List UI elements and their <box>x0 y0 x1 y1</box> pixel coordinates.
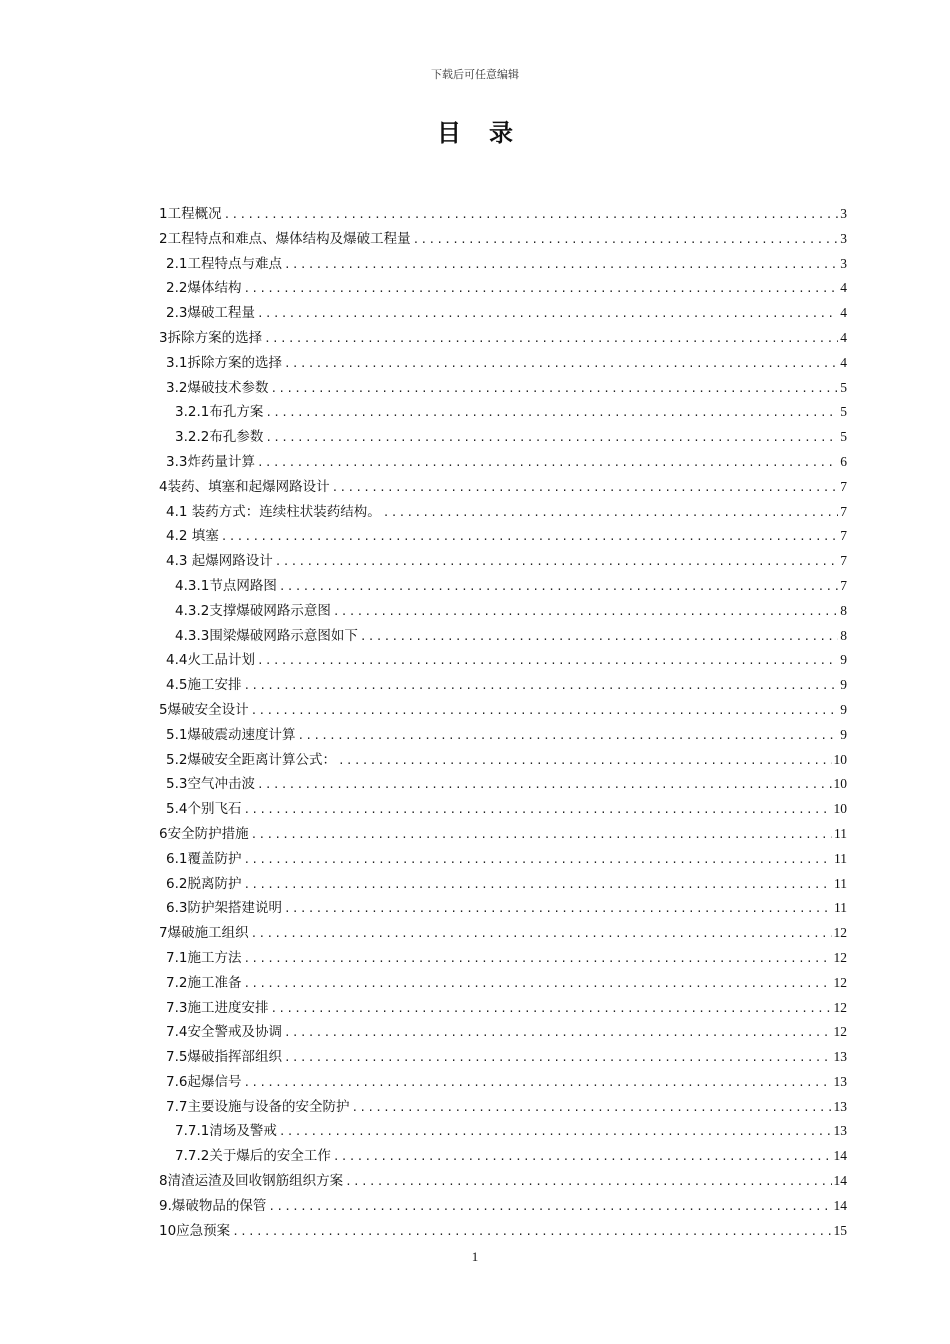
toc-entry[interactable] <box>159 1119 847 1144</box>
toc-entry-title: 7.3施工进度安排 <box>166 999 269 1016</box>
toc-entry[interactable] <box>159 698 847 723</box>
toc-entry-title: 9.爆破物品的保管 <box>159 1197 267 1214</box>
toc-entry-title: 8清渣运渣及回收钢筋组织方案 <box>159 1173 344 1190</box>
toc-entry-title: 4.3 起爆网路设计 <box>166 553 273 570</box>
toc-entry-title: 4.2 填塞 <box>166 528 219 545</box>
toc-entry-title: 6.2脱离防护 <box>166 875 242 892</box>
toc-entry[interactable] <box>159 996 847 1021</box>
page-number: 1 <box>471 1249 479 1264</box>
toc-leader-dots <box>275 550 838 574</box>
toc-entry-title: 7.6起爆信号 <box>166 1073 242 1090</box>
toc-leader-dots <box>284 1021 832 1045</box>
toc-entry[interactable] <box>159 673 847 698</box>
toc-entry-title: 4.5施工安排 <box>166 677 242 694</box>
toc-entry-page: 11 <box>834 825 847 841</box>
toc-entry-page: 9 <box>840 677 847 693</box>
toc-leader-dots <box>232 1220 831 1244</box>
toc-entry[interactable] <box>159 847 847 872</box>
toc-entry-title: 7.7.2关于爆后的安全工作 <box>175 1148 331 1165</box>
toc-entry-page: 13 <box>833 1098 847 1114</box>
toc-entry-page: 9 <box>840 726 847 742</box>
toc-leader-dots <box>221 525 838 549</box>
toc-entry-page: 3 <box>840 206 847 221</box>
toc-entry[interactable] <box>159 797 847 822</box>
toc-entry[interactable] <box>159 772 847 797</box>
toc-entry-page: 10 <box>833 751 847 767</box>
toc-entry-title: 5爆破安全设计 <box>159 701 249 718</box>
toc-leader-dots <box>279 1120 832 1144</box>
toc-entry-title: 4.3.3围梁爆破网路示意图如下 <box>175 627 358 644</box>
toc-entry-page: 3 <box>840 230 847 246</box>
toc-entry[interactable] <box>159 450 847 475</box>
toc-entry-title: 3.2.1布孔方案 <box>175 404 264 421</box>
toc-entry[interactable] <box>159 599 847 624</box>
toc-entry-page: 9 <box>840 652 847 668</box>
toc-entry-title: 6.1覆盖防护 <box>166 850 242 867</box>
toc-leader-dots <box>243 1071 831 1095</box>
toc-entry-title: 7.7.1清场及警戒 <box>175 1123 277 1140</box>
toc-leader-dots <box>243 972 831 996</box>
toc-entry-title: 2.2爆体结构 <box>166 280 242 297</box>
toc-leader-dots <box>270 377 838 401</box>
toc-entry-page: 5 <box>840 379 847 395</box>
toc-entry[interactable] <box>159 202 847 227</box>
toc-entry[interactable] <box>159 549 847 574</box>
toc-entry[interactable] <box>159 425 847 450</box>
toc-entry-title: 1工程概况 <box>159 206 222 222</box>
toc-entry-page: 7 <box>840 503 847 519</box>
toc-entry-title: 3.1拆除方案的选择 <box>166 354 282 371</box>
toc-entry-title: 4.1 装药方式：连续柱状装药结构。 <box>166 503 381 520</box>
toc-entry-title: 2.1工程特点与难点 <box>166 255 282 272</box>
toc-leader-dots <box>338 749 832 773</box>
toc-entry-title: 2.3爆破工程量 <box>166 305 255 322</box>
toc-entry-page: 8 <box>840 602 847 618</box>
toc-entry[interactable] <box>159 1144 847 1169</box>
toc-entry-page: 12 <box>833 999 847 1015</box>
toc-entry[interactable] <box>159 400 847 425</box>
toc-entry[interactable] <box>159 524 847 549</box>
toc-entry-title: 7.4安全警戒及协调 <box>166 1024 282 1041</box>
toc-leader-dots <box>251 823 832 847</box>
toc-entry-title: 4.3.1节点网路图 <box>175 577 277 594</box>
toc-leader-dots <box>251 922 832 946</box>
toc-entry-page: 12 <box>833 1024 847 1040</box>
toc-entry-page: 5 <box>840 429 847 445</box>
toc-leader-dots <box>224 203 839 227</box>
toc-entry-title: 3拆除方案的选择 <box>159 329 263 346</box>
toc-leader-dots <box>265 426 838 450</box>
toc-entry[interactable] <box>159 822 847 847</box>
toc-entry[interactable] <box>159 252 847 277</box>
toc-entry[interactable] <box>159 896 847 921</box>
toc-leader-dots <box>268 1195 831 1219</box>
toc-entry[interactable] <box>159 971 847 996</box>
page-title: 目录 <box>437 119 541 147</box>
toc-entry[interactable] <box>159 1194 847 1219</box>
toc-leader-dots <box>284 352 838 376</box>
toc-entry[interactable] <box>159 574 847 599</box>
toc-entry-page: 3 <box>840 255 847 271</box>
toc-leader-dots <box>351 1096 831 1120</box>
toc-entry-title: 7爆破施工组织 <box>159 925 249 942</box>
toc-entry[interactable] <box>159 648 847 673</box>
toc-entry-title: 4.3.2支撑爆破网路示意图 <box>175 602 331 619</box>
toc-entry-page: 7 <box>840 478 847 494</box>
toc-entry-title: 10应急预案 <box>159 1222 231 1239</box>
toc-entry[interactable] <box>159 500 847 525</box>
toc-entry[interactable] <box>159 748 847 773</box>
toc-entry-title: 7.1施工方法 <box>166 949 242 966</box>
toc-entry-page: 11 <box>834 850 847 866</box>
toc-leader-dots <box>243 873 832 897</box>
toc-leader-dots <box>383 501 838 525</box>
toc-entry-page: 11 <box>834 875 847 891</box>
toc-entry-page: 6 <box>840 453 847 469</box>
toc-entry-title: 7.7主要设施与设备的安全防护 <box>166 1098 350 1115</box>
toc-entry[interactable] <box>159 301 847 326</box>
toc-entry-page: 10 <box>833 801 847 817</box>
toc-entry[interactable] <box>159 276 847 301</box>
toc-leader-dots <box>333 600 838 624</box>
toc-leader-dots <box>243 848 832 872</box>
table-of-contents <box>159 202 847 1243</box>
toc-entry[interactable] <box>159 1219 847 1244</box>
toc-leader-dots <box>360 625 838 649</box>
toc-entry-page: 4 <box>840 354 847 370</box>
toc-entry-title: 3.2.2布孔参数 <box>175 429 264 446</box>
toc-leader-dots <box>257 773 832 797</box>
toc-entry-page: 12 <box>833 974 847 990</box>
toc-entry-page: 13 <box>833 1123 847 1139</box>
toc-entry[interactable] <box>159 1020 847 1045</box>
toc-entry-page: 7 <box>840 528 847 544</box>
toc-leader-dots <box>243 277 838 301</box>
toc-leader-dots <box>257 302 838 326</box>
toc-entry-page: 7 <box>840 577 847 593</box>
toc-entry[interactable] <box>159 624 847 649</box>
toc-entry-page: 14 <box>833 1197 847 1213</box>
toc-entry-title: 2工程特点和难点、爆体结构及爆破工程量 <box>159 230 411 247</box>
toc-entry-page: 14 <box>833 1173 847 1189</box>
toc-entry-page: 7 <box>840 553 847 569</box>
toc-entry[interactable] <box>159 475 847 500</box>
toc-entry[interactable] <box>159 351 847 376</box>
toc-entry-page: 12 <box>833 949 847 965</box>
toc-entry-title: 7.2施工准备 <box>166 974 242 991</box>
toc-leader-dots <box>251 699 839 723</box>
toc-entry-page: 15 <box>833 1222 847 1238</box>
toc-leader-dots <box>413 228 839 252</box>
toc-entry[interactable] <box>159 1045 847 1070</box>
toc-leader-dots <box>243 674 838 698</box>
toc-leader-dots <box>257 451 838 475</box>
toc-entry-page: 5 <box>840 404 847 420</box>
toc-entry-page: 13 <box>833 1073 847 1089</box>
toc-leader-dots <box>332 476 839 500</box>
toc-entry-title: 6.3防护架搭建说明 <box>166 900 282 917</box>
toc-leader-dots <box>270 997 831 1021</box>
toc-entry[interactable] <box>159 376 847 401</box>
toc-entry[interactable] <box>159 723 847 748</box>
toc-entry-title: 5.2爆破安全距离计算公式： <box>166 751 336 768</box>
toc-leader-dots <box>284 1046 832 1070</box>
toc-entry-title: 3.2爆破技术参数 <box>166 379 269 396</box>
toc-entry-page: 13 <box>833 1049 847 1065</box>
toc-entry[interactable] <box>159 1169 847 1194</box>
toc-entry[interactable] <box>159 946 847 971</box>
toc-entry-page: 4 <box>840 305 847 321</box>
toc-entry-page: 4 <box>840 329 847 345</box>
toc-leader-dots <box>345 1170 831 1194</box>
toc-leader-dots <box>265 401 838 425</box>
toc-entry-title: 5.4个别飞石 <box>166 801 242 818</box>
toc-entry-page: 11 <box>834 900 847 916</box>
page-header: 下载后可任意编辑 <box>431 68 519 81</box>
toc-entry[interactable] <box>159 227 847 252</box>
toc-leader-dots <box>243 947 831 971</box>
toc-entry-title: 4装药、填塞和起爆网路设计 <box>159 478 330 495</box>
toc-entry[interactable] <box>159 1070 847 1095</box>
toc-entry-title: 4.4火工品计划 <box>166 652 255 669</box>
toc-entry-page: 8 <box>840 627 847 643</box>
toc-entry-page: 4 <box>840 280 847 296</box>
toc-entry[interactable] <box>159 872 847 897</box>
toc-leader-dots <box>264 327 838 351</box>
toc-leader-dots <box>333 1145 832 1169</box>
toc-entry-title: 7.5爆破指挥部组织 <box>166 1049 282 1066</box>
toc-entry-page: 12 <box>833 925 847 941</box>
toc-entry-title: 5.3空气冲击波 <box>166 776 255 793</box>
toc-entry[interactable] <box>159 921 847 946</box>
toc-leader-dots <box>257 649 838 673</box>
toc-entry-page: 14 <box>833 1148 847 1164</box>
toc-entry-title: 6安全防护措施 <box>159 825 249 842</box>
toc-leader-dots <box>297 724 838 748</box>
toc-leader-dots <box>279 575 838 599</box>
toc-entry-title: 3.3炸药量计算 <box>166 453 255 470</box>
toc-entry-title: 5.1爆破震动速度计算 <box>166 726 296 743</box>
toc-entry[interactable] <box>159 326 847 351</box>
toc-entry[interactable] <box>159 1095 847 1120</box>
toc-leader-dots <box>243 798 831 822</box>
toc-entry-page: 9 <box>840 701 847 717</box>
toc-entry-page: 10 <box>833 776 847 792</box>
toc-leader-dots <box>284 897 832 921</box>
toc-leader-dots <box>284 253 838 277</box>
